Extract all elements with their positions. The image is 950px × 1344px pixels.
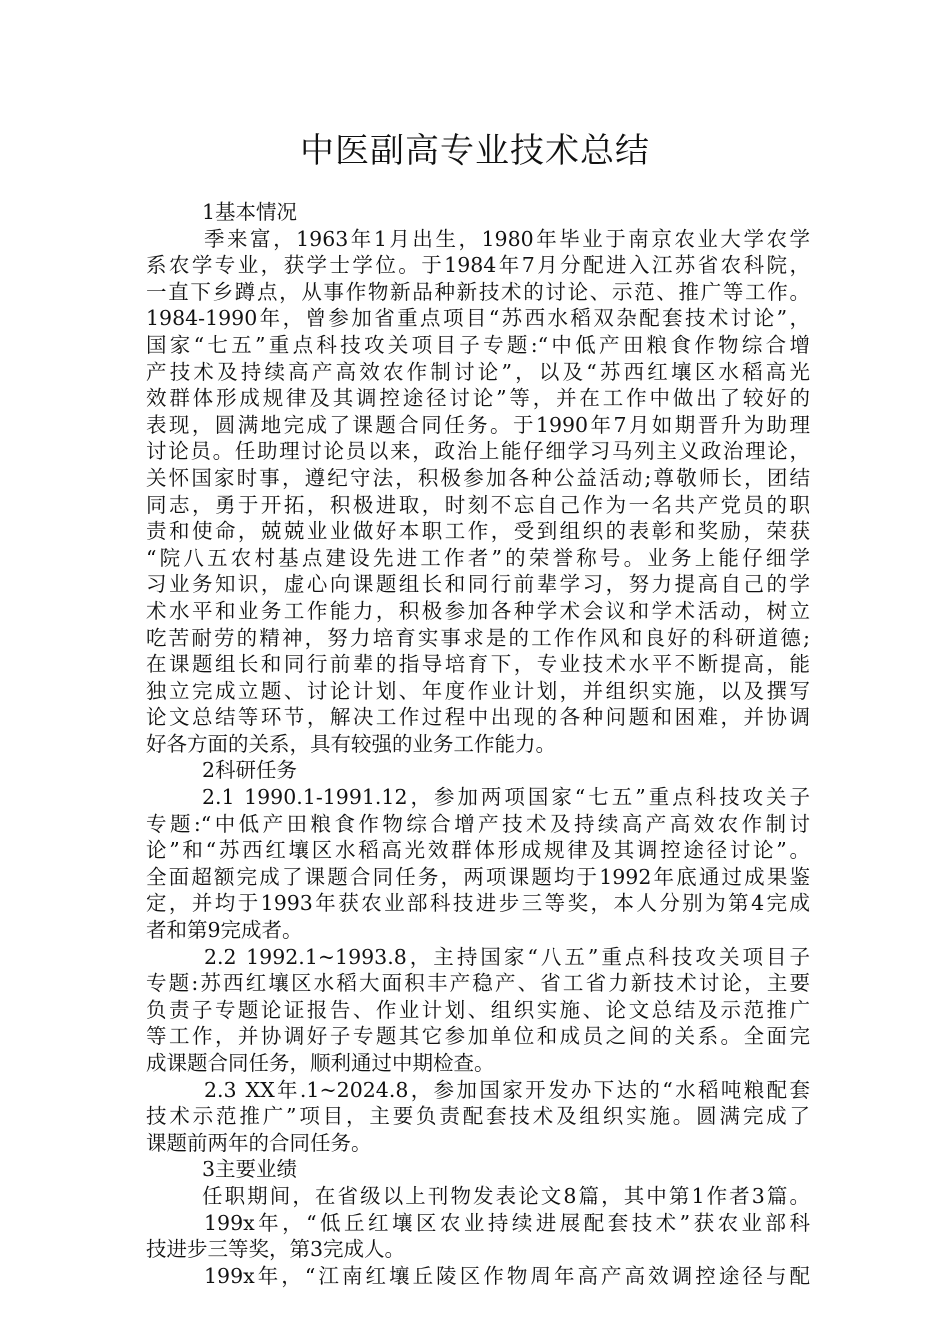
text-line: 在课题组长和同行前辈的指导培育下，专业技术水平不断提高，能 bbox=[146, 652, 810, 677]
text-line: “院八五农村基点建设先进工作者”的荣誉称号。业务上能仔细学 bbox=[146, 545, 810, 570]
text-line: 同志，勇于开拓，积极进取，时刻不忘自己作为一名共产党员的职 bbox=[146, 492, 810, 517]
text-line: 2科研任务 bbox=[202, 758, 298, 783]
text-line: 吃苦耐劳的精神，努力培育实事求是的工作作风和良好的科研道德; bbox=[146, 625, 810, 650]
text-line: 技进步三等奖，第3完成人。 bbox=[146, 1237, 406, 1262]
text-line: 责和使命，兢兢业业做好本职工作，受到组织的表彰和奖励，荣获 bbox=[146, 519, 810, 544]
text-line: 效群体形成规律及其调控途径讨论”等，并在工作中做出了较好的 bbox=[146, 386, 810, 411]
text-line: 表现，圆满地完成了课题合同任务。于1990年7月如期晋升为助理 bbox=[146, 412, 810, 437]
text-line: 产技术及持续高产高效农作制讨论”，以及“苏西红壤区水稻高光 bbox=[146, 359, 810, 384]
text-line: 技术示范推广”项目，主要负责配套技术及组织实施。圆满完成了 bbox=[146, 1104, 810, 1129]
text-line: 论文总结等环节，解决工作过程中出现的各种问题和困难，并协调 bbox=[146, 705, 810, 730]
text-line: 关怀国家时事，遵纪守法，积极参加各种公益活动;尊敬师长，团结 bbox=[146, 465, 810, 490]
document-body bbox=[146, 199, 810, 1289]
text-line: 2.1 1990.1-1991.12，参加两项国家“七五”重点科技攻关子 bbox=[202, 785, 810, 810]
document-title: 中医副高专业技术总结 bbox=[300, 131, 650, 171]
text-line: 2.3 XX年.1~2024.8，参加国家开发办下达的“水稻吨粮配套 bbox=[204, 1077, 810, 1102]
text-line: 全面超额完成了课题合同任务，两项课题均于1992年底通过成果鉴 bbox=[146, 864, 810, 889]
text-line: 2.2 1992.1~1993.8，主持国家“八五”重点科技攻关项目子 bbox=[204, 944, 810, 969]
text-line: 199x年，“低丘红壤区农业持续进展配套技术”获农业部科 bbox=[204, 1210, 810, 1235]
text-line: 习业务知识，虚心向课题组长和同行前辈学习，努力提高自己的学 bbox=[146, 572, 810, 597]
text-line: 好各方面的关系，具有较强的业务工作能力。 bbox=[146, 731, 556, 756]
text-line: 讨论员。任助理讨论员以来，政治上能仔细学习马列主义政治理论， bbox=[146, 439, 810, 464]
text-line: 一直下乡蹲点，从事作物新品种新技术的讨论、示范、推广等工作。 bbox=[146, 279, 810, 304]
text-line: 术水平和业务工作能力，积极参加各种学术会议和学术活动，树立 bbox=[146, 598, 810, 623]
text-line: 季来富，1963年1月出生，1980年毕业于南京农业大学农学 bbox=[204, 226, 810, 251]
text-line: 国家“七五”重点科技攻关项目子专题:“中低产田粮食作物综合增 bbox=[146, 332, 810, 357]
text-line: 1984-1990年，曾参加省重点项目“苏西水稻双杂配套技术讨论”， bbox=[146, 306, 810, 331]
text-line: 等工作，并协调好子专题其它参加单位和成员之间的关系。全面完 bbox=[146, 1024, 810, 1049]
text-line: 1基本情况 bbox=[202, 200, 298, 224]
text-line: 定，并均于1993年获农业部科技进步三等奖，本人分别为第4完成 bbox=[146, 891, 810, 916]
text-line: 199x年，“江南红壤丘陵区作物周年高产高效调控途径与配 bbox=[204, 1263, 810, 1288]
text-line: 专题:苏西红壤区水稻大面积丰产稳产、省工省力新技术讨论，主要 bbox=[146, 971, 810, 996]
text-line: 3主要业绩 bbox=[202, 1157, 298, 1182]
text-line: 者和第9完成者。 bbox=[146, 918, 303, 943]
text-line: 论”和“苏西红壤区水稻高光效群体形成规律及其调控途径讨论”。 bbox=[146, 838, 810, 863]
text-line: 成课题合同任务，顺利通过中期检查。 bbox=[146, 1051, 495, 1075]
text-line: 系农学专业，获学士学位。于1984年7月分配进入江苏省农科院， bbox=[146, 253, 810, 278]
text-line: 专题:“中低产田粮食作物综合增产技术及持续高产高效农作制讨 bbox=[146, 811, 810, 836]
text-line: 课题前两年的合同任务。 bbox=[146, 1130, 372, 1155]
text-line: 负责子专题论证报告、作业计划、组织实施、论文总结及示范推广 bbox=[146, 997, 810, 1022]
text-line: 独立完成立题、讨论计划、年度作业计划，并组织实施，以及撰写 bbox=[146, 678, 810, 703]
text-line: 任职期间，在省级以上刊物发表论文8篇，其中第1作者3篇。 bbox=[202, 1183, 810, 1208]
